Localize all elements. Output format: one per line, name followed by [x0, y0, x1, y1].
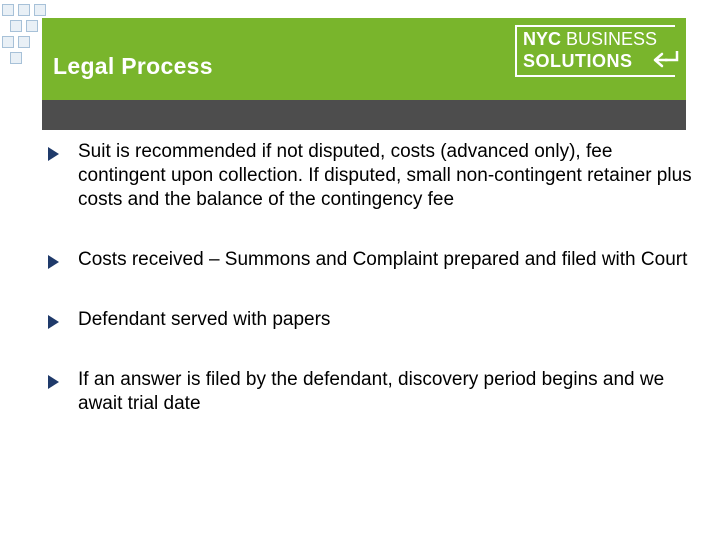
bullet-text: Defendant served with papers: [78, 309, 331, 330]
bullet-text: If an answer is filed by the defendant, discovery period begins and we await trial date: [78, 369, 665, 414]
bullet-text: Costs received – Summons and Complaint prepared and filed with Court: [78, 249, 688, 270]
bullet-triangle-icon: [48, 147, 59, 161]
bullet-triangle-icon: [48, 315, 59, 329]
bullet-list: [48, 140, 698, 416]
logo-solutions: SOLUTIONS: [523, 51, 633, 71]
decor-square: [18, 36, 30, 48]
decor-square: [26, 20, 38, 32]
bullet-item: [48, 368, 698, 416]
bullet-triangle-icon: [48, 375, 59, 389]
slide-title: Legal Process: [53, 53, 213, 79]
bullet-triangle-icon: [48, 255, 59, 269]
decor-square: [2, 36, 14, 48]
title-band-shadow: [42, 100, 686, 130]
bullet-item: [48, 248, 698, 272]
decor-square: [2, 4, 14, 16]
nyc-business-solutions-logo: [515, 25, 677, 77]
arrow-left-icon: [645, 49, 679, 71]
bullet-item: [48, 308, 698, 332]
logo-business: BUSINESS: [566, 29, 658, 49]
decor-square: [34, 4, 46, 16]
decor-square: [18, 4, 30, 16]
logo-nyc: NYC: [523, 29, 562, 49]
bullet-text: Suit is recommended if not disputed, costs (advanced only), fee contingent upon collection. If disputed, small non-contingent retainer plus costs and the balance of the contingency fee: [78, 141, 692, 210]
decor-square: [10, 20, 22, 32]
decor-square: [10, 52, 22, 64]
logo-line-1: [523, 29, 657, 49]
bullet-item: [48, 140, 698, 212]
